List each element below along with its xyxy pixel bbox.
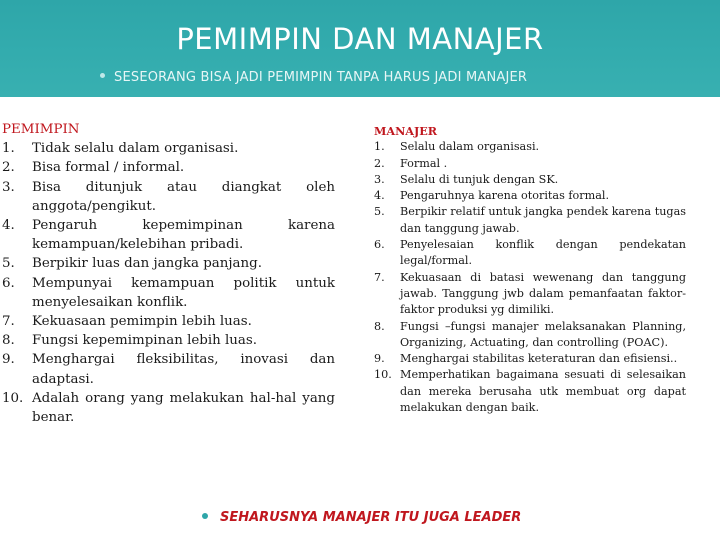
item-number: 5. xyxy=(2,256,15,272)
title-banner xyxy=(0,0,720,97)
item-text: Berpikir relatif untuk jangka pendek karena tugas dan tanggung jawab. xyxy=(400,205,686,235)
slide-title: PEMIMPIN DAN MANAJER xyxy=(176,22,544,56)
bullet-icon xyxy=(100,73,105,78)
item-text: Selalu dalam organisasi. xyxy=(400,140,540,154)
pemimpin-column xyxy=(2,120,335,427)
item-text: Berpikir luas dan jangka panjang. xyxy=(32,256,262,272)
item-text: Menghargai fleksibilitas, inovasi dan adaptasi. xyxy=(32,352,335,387)
list-item xyxy=(2,216,335,254)
item-number: 8. xyxy=(374,319,385,333)
item-text: Bisa ditunjuk atau diangkat oleh anggota/pengikut. xyxy=(32,179,335,214)
subtitle-row xyxy=(100,70,527,90)
item-number: 4. xyxy=(374,189,385,203)
item-text: Memperhatikan bagaimana sesuati di selesaikan dan mereka berusaha utk membuat org dapat melakukan dengan baik. xyxy=(400,368,686,415)
item-text: Fungsi kepemimpinan lebih luas. xyxy=(32,333,258,349)
list-item xyxy=(2,274,335,312)
manajer-column xyxy=(374,123,686,416)
item-number: 6. xyxy=(374,238,385,252)
list-item xyxy=(2,178,335,216)
list-item xyxy=(2,139,335,158)
item-text: Kekuasaan di batasi wewenang dan tanggung jawab. Tanggung jwb dalam pemanfaatan faktor-faktor produksi yg dimiliki. xyxy=(400,270,686,317)
item-text: Mempunyai kemampuan politik untuk menyelesaikan konflik. xyxy=(32,275,335,310)
list-item xyxy=(374,188,686,204)
list-item xyxy=(374,351,686,367)
item-number: 10. xyxy=(374,368,392,382)
item-text: Adalah orang yang melakukan hal-hal yang benar. xyxy=(32,390,335,426)
item-text: Penyelesaian konflik dengan pendekatan legal/formal. xyxy=(400,238,686,268)
list-item xyxy=(374,367,686,416)
item-number: 3. xyxy=(374,172,385,186)
list-item xyxy=(374,237,686,270)
list-item xyxy=(374,204,686,237)
list-item xyxy=(374,319,686,352)
item-number: 4. xyxy=(2,218,15,234)
bullet-icon xyxy=(202,513,208,519)
manajer-heading: MANAJER xyxy=(374,124,438,138)
item-number: 7. xyxy=(374,270,385,284)
item-text: Bisa formal / informal. xyxy=(32,160,185,176)
item-text: Fungsi –fungsi manajer melaksanakan Planning, Organizing, Actuating, dan controlling (POAC). xyxy=(400,319,686,349)
list-item xyxy=(374,172,686,188)
item-number: 3. xyxy=(2,179,15,195)
item-number: 1. xyxy=(374,140,385,154)
item-number: 7. xyxy=(2,314,15,330)
item-text: Kekuasaan pemimpin lebih luas. xyxy=(32,314,252,330)
item-number: 2. xyxy=(374,156,385,170)
item-text: Selalu di tunjuk dengan SK. xyxy=(400,172,559,186)
list-item xyxy=(374,270,686,319)
list-item xyxy=(2,389,335,427)
list-item xyxy=(2,158,335,177)
item-number: 5. xyxy=(374,205,385,219)
item-text: Tidak selalu dalam organisasi. xyxy=(32,141,239,157)
item-number: 1. xyxy=(2,141,15,157)
footer-text: SEHARUSNYA MANAJER ITU JUGA LEADER xyxy=(220,510,522,525)
item-number: 10. xyxy=(2,390,24,406)
item-number: 8. xyxy=(2,333,15,349)
item-text: Formal . xyxy=(400,156,448,170)
item-number: 6. xyxy=(2,275,15,291)
list-item xyxy=(374,156,686,172)
subtitle: SESEORANG BISA JADI PEMIMPIN TANPA HARUS JADI MANAJER xyxy=(114,70,528,85)
list-item xyxy=(2,350,335,388)
item-text: Menghargai stabilitas keteraturan dan efisiensi.. xyxy=(400,352,678,366)
list-item xyxy=(2,312,335,331)
item-text: Pengaruh kepemimpinan karena kemampuan/kelebihan pribadi. xyxy=(32,218,335,253)
list-item xyxy=(2,331,335,350)
pemimpin-heading: PEMIMPIN xyxy=(2,122,80,137)
footer-statement xyxy=(202,510,521,525)
item-number: 9. xyxy=(374,352,385,366)
item-number: 2. xyxy=(2,160,15,176)
list-item xyxy=(374,139,686,155)
item-text: Pengaruhnya karena otoritas formal. xyxy=(400,189,610,203)
item-number: 9. xyxy=(2,352,15,368)
list-item xyxy=(2,254,335,273)
